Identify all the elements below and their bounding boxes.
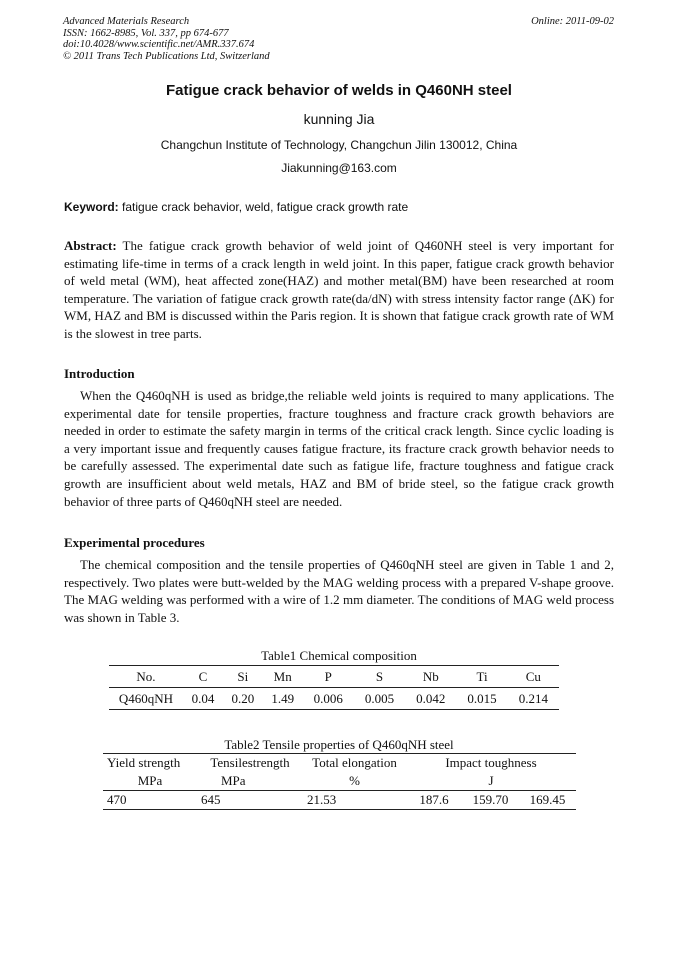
author-name: kunning Jia [303, 111, 375, 127]
table1-cell: 0.214 [518, 690, 548, 706]
publication-info [63, 16, 270, 62]
table1-header-cell: P [324, 668, 332, 684]
abstract-paragraph [64, 237, 614, 343]
table2-unit-cell: % [349, 773, 360, 788]
table1-cell: 0.006 [313, 690, 343, 706]
paper-title: Fatigue crack behavior of welds in Q460NH steel [166, 82, 512, 99]
table2-cell: 187.6 [419, 792, 449, 807]
table-row [103, 791, 576, 810]
table1-cell: Q460qNH [118, 690, 174, 706]
affiliation: Changchun Institute of Technology, Changchun Jilin 130012, China [160, 138, 518, 152]
table1-cell: 0.04 [191, 690, 215, 706]
table1-caption: Table1 Chemical composition [261, 648, 417, 663]
journal-name: Advanced Materials Research [63, 16, 190, 27]
table2-header-row [103, 754, 576, 773]
experimental-paragraph: The chemical composition and the tensile properties of Q460qNH steel are given in Table 1 and 2, respectively. Two plates were butt-welded by the MAG welding process with a prepared V-shape groove. The MAG welding was performed with a wire of 1.2 mm diameter. The conditions of MAG weld process was shown in Table 3. [64, 557, 614, 625]
keyword-label: Keyword: [64, 200, 119, 214]
table1-cell: 1.49 [271, 690, 295, 706]
table1-header-row [109, 666, 559, 688]
table1-cell: 0.015 [467, 690, 497, 706]
copyright-line: © 2011 Trans Tech Publications Ltd, Switzerland [63, 50, 270, 62]
author-email[interactable]: Jiakunning@163.com [281, 161, 397, 175]
issn-line: ISSN: 1662-8985, Vol. 337, pp 674-677 [63, 27, 229, 39]
table1-cell: 0.042 [416, 690, 446, 706]
introduction-heading: Introduction [64, 366, 135, 381]
table1-header-cell: Ti [476, 668, 488, 684]
doi-line[interactable]: doi:10.4028/www.scientific.net/AMR.337.674 [63, 39, 255, 51]
table2-caption: Table2 Tensile properties of Q460qNH steel [224, 737, 454, 752]
table2-unit-cell: MPa [137, 773, 163, 788]
table2-cell: 470 [107, 792, 127, 807]
table1-cell: 0.20 [231, 690, 255, 706]
table1-header-cell: Cu [525, 668, 541, 684]
table1-header-cell: S [375, 668, 384, 684]
table1-header-cell: Mn [273, 668, 292, 684]
introduction-paragraph: When the Q460qNH is used as bridge,the reliable weld joints is required to many applications. The experimental date for tensile properties, fracture toughness and fracture crack growth behaviors are needed in order to estimate the safety margin in terms of the critical crack length. Since cyclic loading is a very important issue and frequently causes fatigue fracture, its fracture crack growth behavior needs to be carefully assessed. The experimental date such as fatigue life, fracture toughness and fatigue crack growth are insufficient about weld metals, HAZ and BM of bride steel, so the fatigue crack growth behavior of three parts of Q460qNH steel are needed. [64, 388, 614, 509]
keyword-text: fatigue crack behavior, weld, fatigue crack growth rate [118, 200, 409, 214]
table2-unit-cell: J [488, 773, 494, 788]
keyword-line [64, 200, 408, 214]
table2-cell: 169.45 [529, 792, 566, 807]
table1-header-cell: C [198, 668, 208, 684]
table2-cell: 645 [201, 792, 221, 807]
table1-cell: 0.005 [364, 690, 395, 706]
table-row [109, 688, 559, 710]
chemical-composition-table [109, 665, 559, 710]
table2-header-cell: Impact toughness [445, 755, 537, 770]
online-date: Online: 2011-09-02 [531, 16, 614, 27]
table1-header-cell: No. [136, 668, 156, 684]
table2-unit-cell: MPa [221, 773, 246, 788]
table1-header-cell: Nb [422, 668, 439, 684]
table2-cell: 21.53 [307, 792, 337, 807]
experimental-heading: Experimental procedures [64, 535, 205, 550]
table2-cell: 159.70 [472, 792, 509, 807]
table2-units-row [103, 772, 576, 791]
tensile-properties-table [103, 753, 576, 810]
table1-header-cell: Si [237, 668, 249, 684]
abstract-text: The fatigue crack growth behavior of weld joint of Q460NH steel is very important for estimating life-time in terms of a crack length in weld joint. In this paper, fatigue crack growth behavior of weld metal (WM), heat affected zone(HAZ) and mother metal(BM) have been researched at room temperature. The variation of fatigue crack growth rate(da/dN) with stress intensity factor range (ΔK) for WM, HAZ and BM is discussed within the Paris region. It is shown that fatigue crack growth rate of WM is the slowest in tree parts. [64, 238, 614, 341]
table2-header-cell: Tensilestrength [210, 755, 290, 770]
table2-header-cell: Total elongation [312, 755, 397, 770]
table2-header-cell: Yield strength [107, 755, 181, 770]
abstract-label: Abstract: [64, 238, 117, 253]
